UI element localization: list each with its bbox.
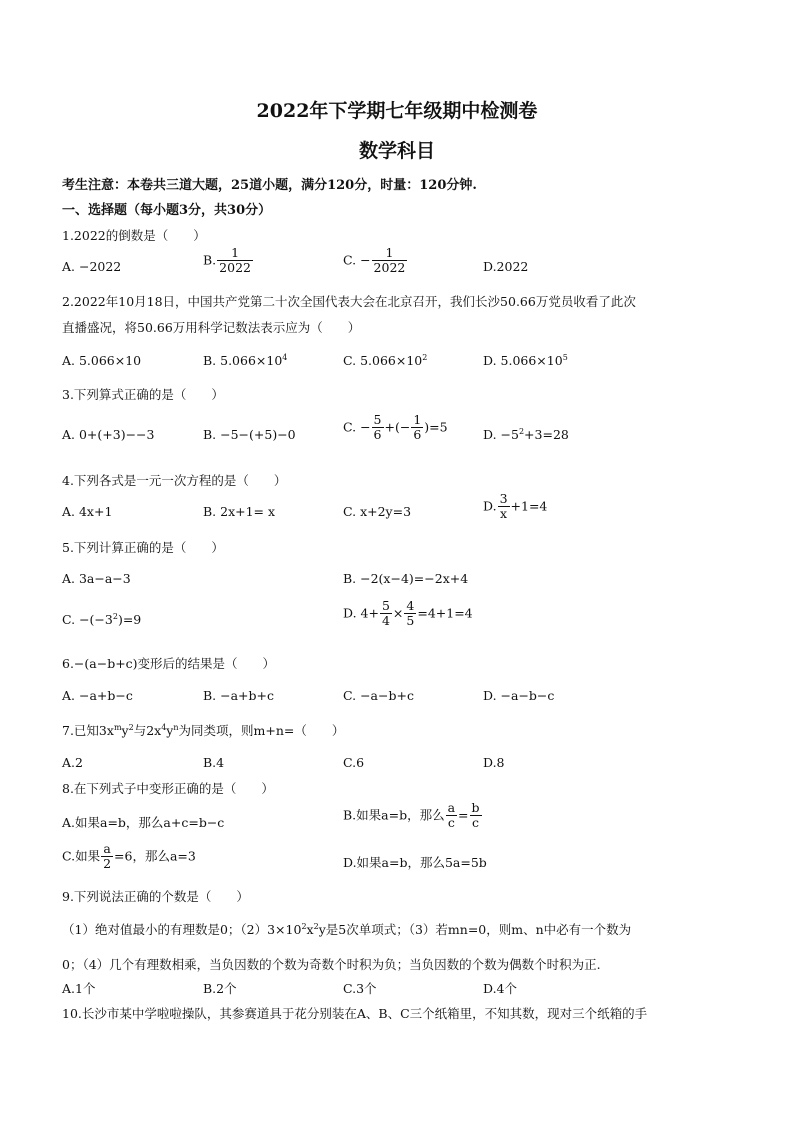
question-9-statement-line2: 0；（4）几个有理数相乘，当负因数的个数为奇数个时积为负；当负因数的个数为偶数个时积为正. <box>62 957 601 972</box>
fraction: $\frac{5}{6}$ <box>373 412 382 443</box>
q2-option-d: D. $5.066\times 10^5$ <box>483 352 568 368</box>
q8-option-c: C.如果 $\frac{a}{2}$ =6，那么a=3 <box>62 841 196 872</box>
q2-option-b: B. $5.066\times 10^4$ <box>203 352 288 368</box>
q2-option-a: A. 5.066×10 <box>62 353 142 368</box>
question-9-statement-line1: （1）绝对值最小的有理数是0；$(2)3\times 10^2x^2y$是5次单项式；（3）若mn=0，则m、n中必有一个数为 <box>62 921 632 937</box>
q1-option-d: D.2022 <box>483 259 529 274</box>
q9-option-c: C.3个 <box>343 981 377 996</box>
q7-option-a: A.2 <box>62 755 83 770</box>
q8-option-b: B.如果a=b，那么 $\frac{a}{c}$ = $\frac{b}{c}$ <box>343 800 480 831</box>
question-4-stem: 4.下列各式是一元一次方程的是（ ） <box>62 473 287 488</box>
q5-option-d: D. 4+ $\frac{5}{4}$ × $\frac{4}{5}$ =4+1=4 <box>343 598 473 629</box>
question-2-stem-line2: 直播盛况，将50.66万用科学记数法表示应为（ ） <box>62 320 361 335</box>
q5-option-a: A. 3a−a−3 <box>62 571 131 586</box>
question-6-stem: 6.−(a−b+c)变形后的结果是（ ） <box>62 656 276 671</box>
fraction: $\frac{a}{c}$ <box>447 800 456 831</box>
q3-option-c: C. − $\frac{5}{6}$ +(− $\frac{1}{6}$ )=5 <box>343 412 448 443</box>
question-3-stem: 3.下列算式正确的是（ ） <box>62 387 224 402</box>
q7-option-b: B.4 <box>203 755 225 770</box>
fraction: $\frac{1}{2022}$ <box>219 245 251 276</box>
q4-option-c: C. x+2y=3 <box>343 504 412 519</box>
question-7-stem: 7.已知$3x^my^2$与$2x^4y^n$为同类项，则m+n=（ ） <box>62 722 345 738</box>
fraction: $\frac{1}{6}$ <box>413 412 422 443</box>
q6-option-d: D. −a−b−c <box>483 688 555 703</box>
section-heading: 一、选择题（每小题3分，共30分） <box>62 203 272 218</box>
q7-option-d: D.8 <box>483 755 505 770</box>
notice: 考生注意：本卷共三道大题，25道小题，满分120分，时量：120分钟. <box>62 178 477 193</box>
question-10-stem: 10.长沙市某中学啦啦操队，其参赛道具于花分别装在A、B、C三个纸箱里，不知其数，现对三个纸箱的手 <box>62 1006 648 1021</box>
q4-option-a: A. 4x+1 <box>62 504 113 519</box>
question-8-stem: 8.在下列式子中变形正确的是（ ） <box>62 781 274 796</box>
fraction: $\frac{1}{2022}$ <box>373 245 406 276</box>
q3-option-b: B. −5−(+5)−0 <box>203 427 296 442</box>
fraction: $\frac{4}{5}$ <box>406 598 415 629</box>
question-9-stem: 9.下列说法正确的个数是（ ） <box>62 889 249 904</box>
q1-option-b: B. $\frac{1}{2022}$ <box>203 245 251 276</box>
exam-title: 2022年下学期七年级期中检测卷 <box>256 100 538 122</box>
q9-option-d: D.4个 <box>483 981 518 996</box>
fraction: $\frac{3}{x}$ <box>499 491 508 522</box>
q6-option-a: A. −a+b−c <box>62 688 133 703</box>
q3-option-a: A. 0+(+3)−−3 <box>62 427 155 442</box>
fraction: $\frac{b}{c}$ <box>471 800 480 831</box>
q7-option-c: C.6 <box>343 755 365 770</box>
q1-option-c: C. − $\frac{1}{2022}$ <box>343 245 406 276</box>
q8-option-a: A.如果a=b，那么a+c=b−c <box>62 815 225 830</box>
question-5-stem: 5.下列计算正确的是（ ） <box>62 540 224 555</box>
fraction: $\frac{a}{2}$ <box>103 841 112 872</box>
q4-option-b: B. 2x+1= x <box>203 504 276 519</box>
q6-option-b: B. −a+b+c <box>203 688 275 703</box>
q5-option-b: B. −2(x−4)=−2x+4 <box>343 571 469 586</box>
q6-option-c: C. −a−b+c <box>343 688 414 703</box>
q4-option-d: D. $\frac{3}{x}$ +1=4 <box>483 491 548 522</box>
q9-option-a: A.1个 <box>62 981 96 996</box>
fraction: $\frac{5}{4}$ <box>381 598 390 629</box>
question-2-stem-line1: 2.2022年10月18日，中国共产党第二十次全国代表大会在北京召开，我们长沙50.66万党员收看了此次 <box>62 294 636 309</box>
question-1-stem: 1.2022的倒数是（ ） <box>62 228 206 243</box>
q9-option-b: B.2个 <box>203 981 237 996</box>
q1-option-a: A. −2022 <box>62 259 122 274</box>
q8-option-d: D.如果a=b，那么5a=5b <box>343 855 487 870</box>
q3-option-d: D. $-5^2+3=28$ <box>483 426 569 442</box>
q5-option-c: C. $-(-3^2)=9$ <box>62 611 142 627</box>
q2-option-c: C. $5.066\times 10^2$ <box>343 352 428 368</box>
exam-subtitle: 数学科目 <box>358 140 435 162</box>
